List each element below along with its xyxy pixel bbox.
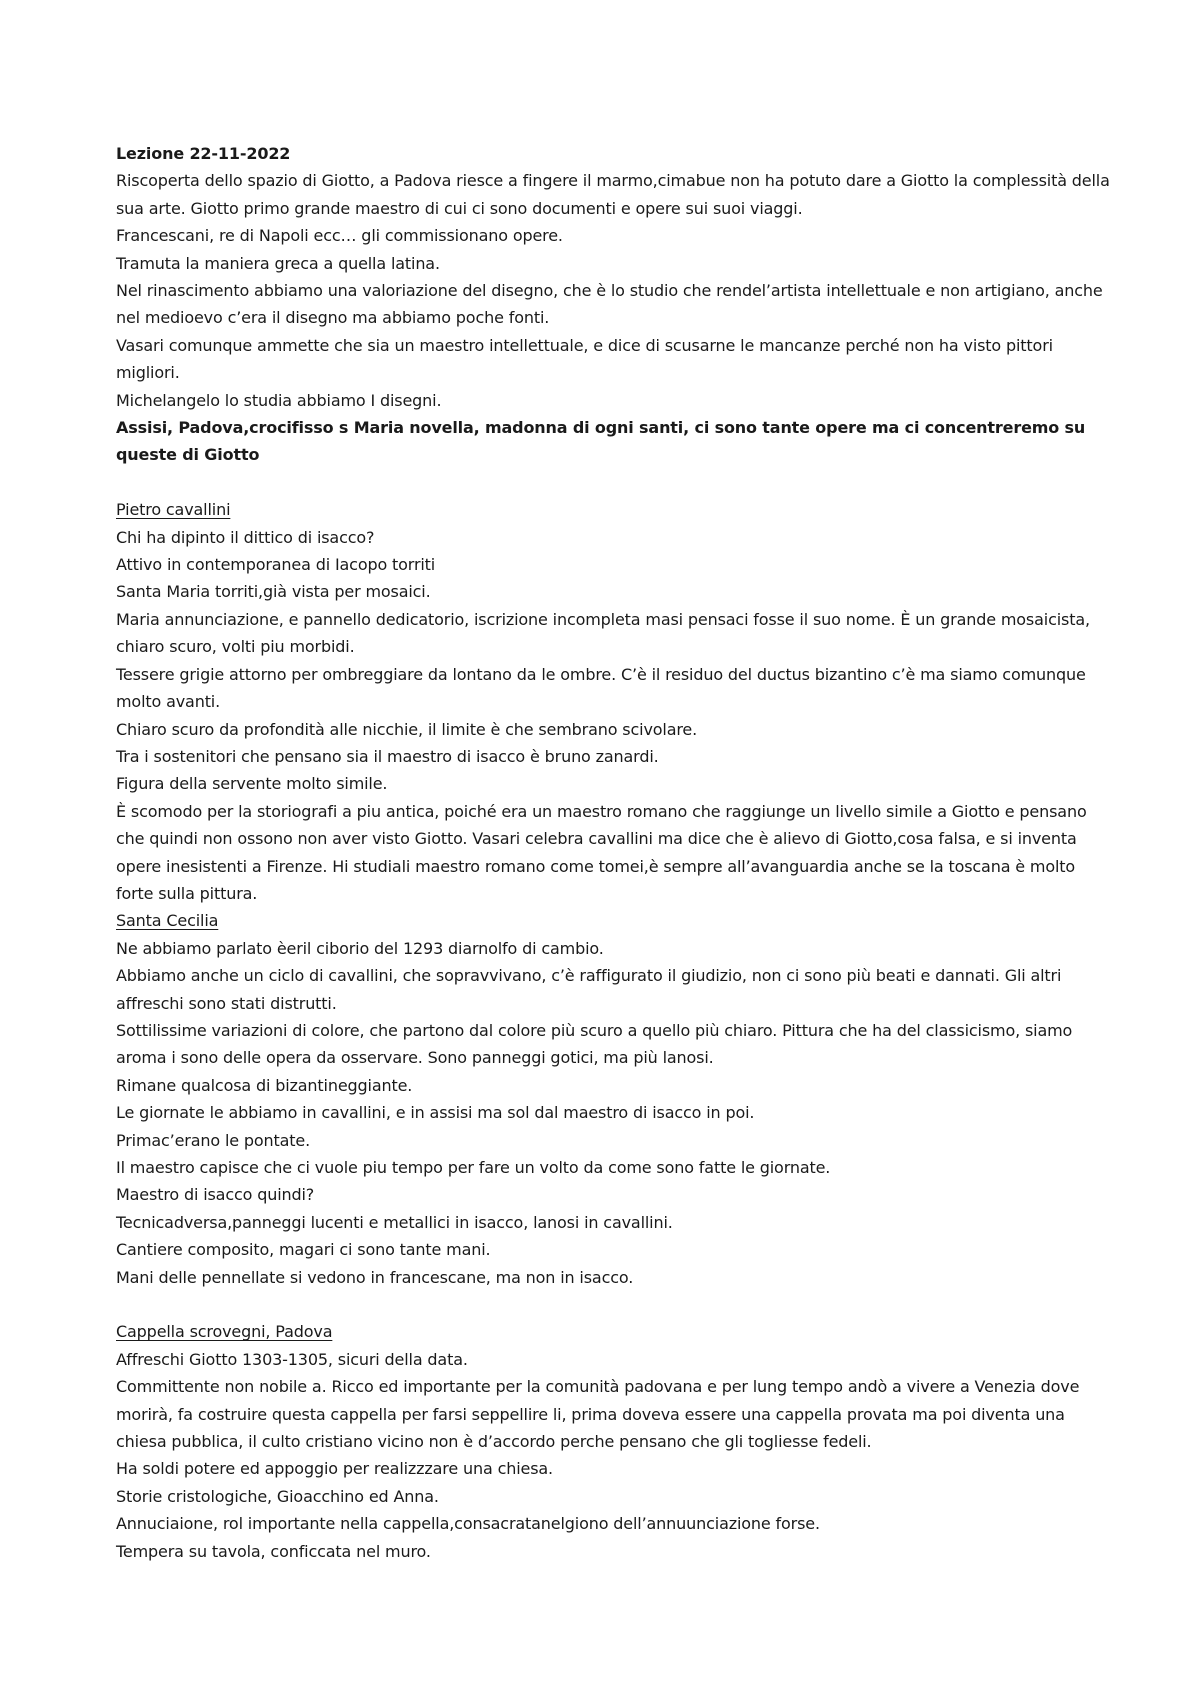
paragraph: Attivo in contemporanea di Iacopo torriti	[116, 555, 436, 575]
paragraph: Tecnicadversa,panneggi lucenti e metallici in isacco, lanosi in cavallini.	[116, 1212, 673, 1232]
paragraph: Tra i sostenitori che pensano sia il maestro di isacco è bruno zanardi.	[116, 746, 659, 766]
blank-line	[116, 469, 1116, 496]
paragraph: Vasari comunque ammette che sia un maestro intellettuale, e dice di scusarne le mancanze perché non ha visto pittori migliori.	[116, 335, 1053, 383]
paragraph: Riscoperta dello spazio di Giotto, a Padova riesce a fingere il marmo,cimabue non ha potuto dare a Giotto la complessità della sua arte. Giotto primo grande maestro di cui ci sono documenti e opere sui suoi viaggi.	[116, 171, 1110, 218]
paragraph: Maria annunciazione, e pannello dedicatorio, iscrizione incompleta masi pensaci fosse il suo nome. È un grande mosaicista, chiaro scuro, volti piu morbidi.	[116, 609, 1090, 657]
paragraph: Nel rinascimento abbiamo una valoriazione del disegno, che è lo studio che rendel’artista intellettuale e non artigiano, anche nel medioevo c’era il disegno ma abbiamo poche fonti.	[116, 281, 1103, 328]
paragraph: È scomodo per la storiografi a piu antica, poiché era un maestro romano che raggiunge un livello simile a Giotto e pensano che quindi non ossono non aver visto Giotto. Vasari celebra cavallini ma dice che è alievo di Giotto,cosa falsa, e si inventa opere inesistenti a Firenze. Hi studiali maestro romano come tomei,è sempre all’avanguardia anche se la toscana è molto forte sulla pittura.	[116, 801, 1087, 903]
section-heading-text: Pietro cavallini	[116, 500, 231, 520]
paragraph: Le giornate le abbiamo in cavallini, e in assisi ma sol dal maestro di isacco in poi.	[116, 1103, 755, 1123]
section-heading-text: Santa Cecilia	[116, 911, 219, 931]
paragraph: Santa Maria torriti,già vista per mosaici.	[116, 582, 431, 602]
lesson-title: Lezione 22-11-2022	[116, 144, 291, 163]
section-heading-text: Cappella scrovegni, Padova	[116, 1322, 333, 1342]
paragraph: Ne abbiamo parlato èeril ciborio del 1293 diarnolfo di cambio.	[116, 938, 604, 958]
paragraph: Michelangelo lo studia abbiamo I disegni.	[116, 390, 442, 410]
paragraph: Francescani, re di Napoli ecc… gli commissionano opere.	[116, 226, 563, 246]
blank-line	[116, 1291, 1116, 1318]
section-heading-cecilia	[116, 907, 1116, 934]
paragraph: Tramuta la maniera greca a quella latina.	[116, 253, 440, 273]
paragraph: Annuciaione, rol importante nella cappella,consacratanelgiono dell’annuunciazione forse.	[116, 1514, 820, 1534]
section-heading-scrovegni	[116, 1318, 1116, 1345]
paragraph: Tessere grigie attorno per ombreggiare da lontano da le ombre. C’è il residuo del ductus bizantino c’è ma siamo comunque molto avanti.	[116, 664, 1086, 712]
paragraph: Storie cristologiche, Gioacchino ed Anna.	[116, 1486, 439, 1506]
paragraph: Cantiere composito, magari ci sono tante mani.	[116, 1240, 491, 1260]
paragraph: Chi ha dipinto il dittico di isacco?	[116, 527, 375, 547]
paragraph: Ha soldi potere ed appoggio per realizzzare una chiesa.	[116, 1459, 553, 1479]
paragraph: Affreschi Giotto 1303-1305, sicuri della data.	[116, 1349, 468, 1369]
paragraph: Rimane qualcosa di bizantineggiante.	[116, 1075, 413, 1095]
paragraph: Sottilissime variazioni di colore, che partono dal colore più scuro a quello più chiaro. Pittura che ha del classicismo, siamo aroma i sono delle opera da osservare. Sono panneggi gotici, ma più lanosi.	[116, 1020, 1073, 1068]
paragraph: Committente non nobile a. Ricco ed importante per la comunità padovana e per lung tempo andò a vivere a Venezia dove morirà, fa costruire questa cappella per farsi seppellire li, prima doveva essere una cappella provata ma poi diventa una chiesa pubblica, il culto cristiano vicino non è d’accordo perche pensano che gli togliesse fedeli.	[116, 1377, 1080, 1452]
bold-paragraph: Assisi, Padova,crocifisso s Maria novella, madonna di ogni santi, ci sono tante opere ma ci concentreremo su queste di Giotto	[116, 418, 1086, 465]
paragraph: Chiaro scuro da profondità alle nicchie, il limite è che sembrano scivolare.	[116, 719, 698, 739]
paragraph: Primac’erano le pontate.	[116, 1130, 311, 1150]
section-heading-cavallini	[116, 496, 1116, 523]
paragraph: Maestro di isacco quindi?	[116, 1185, 315, 1205]
paragraph: Tempera su tavola, conficcata nel muro.	[116, 1541, 431, 1561]
paragraph: Mani delle pennellate si vedono in francescane, ma non in isacco.	[116, 1267, 634, 1287]
paragraph: Il maestro capisce che ci vuole piu tempo per fare un volto da come sono fatte le giornate.	[116, 1158, 831, 1178]
paragraph: Abbiamo anche un ciclo di cavallini, che sopravvivano, c’è raffigurato il giudizio, non ci sono più beati e dannati. Gli altri affreschi sono stati distrutti.	[116, 966, 1062, 1013]
document-body	[116, 140, 1116, 1565]
paragraph: Figura della servente molto simile.	[116, 774, 388, 794]
